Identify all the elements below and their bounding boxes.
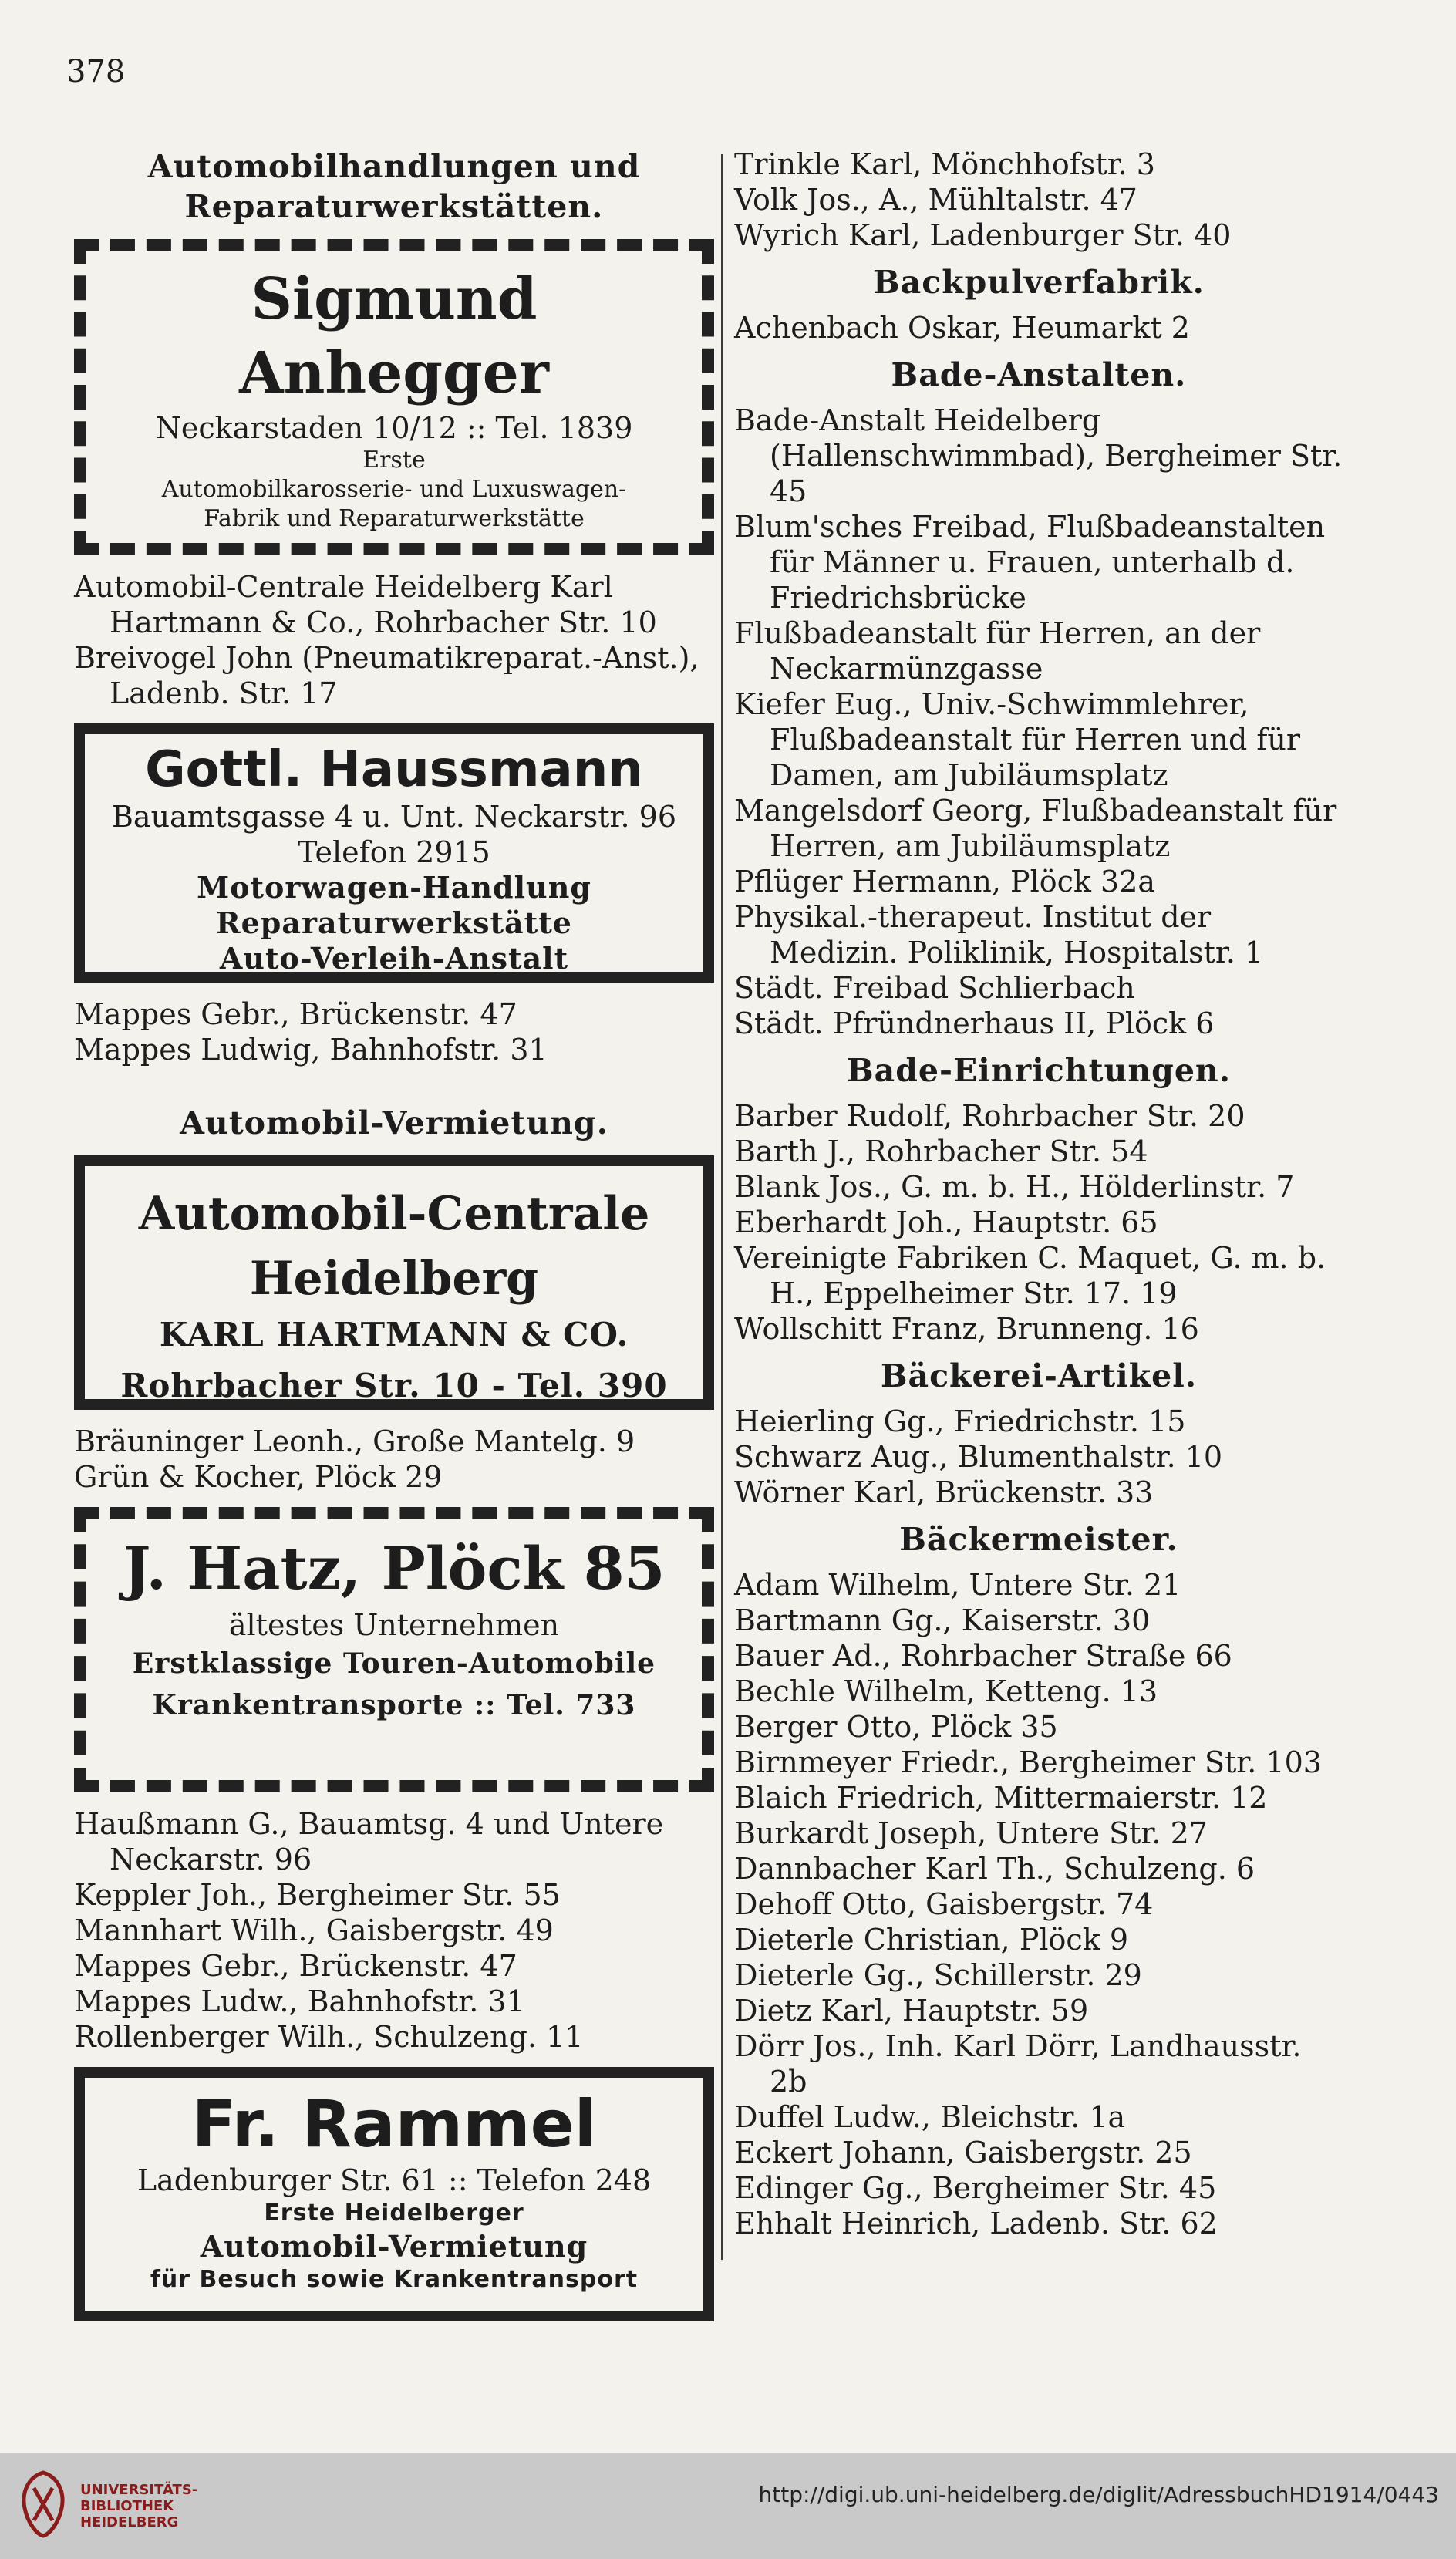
list-item: Grün & Kocher, Plöck 29 (74, 1460, 443, 1494)
ad-line: Auto-Verleih-Anstalt (219, 941, 569, 976)
list-item: Schwarz Aug., Blumenthalstr. 10 (734, 1440, 1223, 1474)
list-item: Wyrich Karl, Ladenburger Str. 40 (734, 218, 1232, 252)
list-item: Wörner Karl, Brückenstr. 33 (734, 1475, 1154, 1509)
entry-list (734, 147, 1343, 253)
list-item: Duffel Ludw., Bleichstr. 1a (734, 2100, 1126, 2134)
list-item: Mappes Gebr., Brückenstr. 47 (74, 1949, 517, 1983)
list-item: Blum'sches Freibad, Flußbadeanstalten für Männer u. Frauen, unterhalb d. Friedrichsbrücke (734, 510, 1326, 615)
logo-text-line: HEIDELBERG (80, 2514, 179, 2530)
library-logo-icon (17, 2470, 69, 2539)
ad-address: Ladenburger Str. 61 :: Telefon 248 (136, 2163, 652, 2197)
section-heading: Automobilhandlungen und Reparaturwerkstätten. (147, 148, 641, 225)
list-item: Dieterle Christian, Plöck 9 (734, 1923, 1128, 1957)
list-item: Dietz Karl, Hauptstr. 59 (734, 1994, 1089, 2028)
list-item: Dieterle Gg., Schillerstr. 29 (734, 1958, 1142, 1992)
list-item: Dannbacher Karl Th., Schulzeng. 6 (734, 1852, 1255, 1886)
list-item: Adam Wilhelm, Untere Str. 21 (734, 1568, 1181, 1602)
advertisement-automobil-centrale (74, 1155, 714, 1410)
advertisement-haussmann (74, 723, 714, 983)
ad-line: ältestes Unternehmen (228, 1608, 560, 1642)
section-heading: Bade-Anstalten. (891, 356, 1187, 393)
ad-line: Erste (362, 447, 426, 474)
entry-list (734, 403, 1343, 1041)
advertisement-anhegger (74, 239, 714, 555)
entry-list (74, 1424, 714, 1495)
ad-company-name: Fr. Rammel (191, 2086, 597, 2162)
ad-company-name: Automobil-Centrale Heidelberg (138, 1187, 650, 1306)
entry-list (74, 996, 714, 1067)
ad-address: Neckarstaden 10/12 :: Tel. 1839 (155, 411, 633, 445)
entry-list (734, 310, 1343, 346)
section-heading: Bäckerei-Artikel. (880, 1357, 1198, 1394)
section-heading: Bäckermeister. (899, 1521, 1178, 1558)
section-heading: Automobil-Vermietung. (180, 1104, 608, 1141)
list-item: Barth J., Rohrbacher Str. 54 (734, 1135, 1148, 1168)
list-item: Eckert Johann, Gaisbergstr. 25 (734, 2136, 1192, 2170)
ad-address: Bauamtsgasse 4 u. Unt. Neckarstr. 96 (111, 800, 677, 834)
list-item: Vereinigte Fabriken C. Maquet, G. m. b. H., Eppelheimer Str. 17. 19 (734, 1241, 1326, 1310)
list-item: Blank Jos., G. m. b. H., Hölderlinstr. 7 (734, 1170, 1295, 1204)
footer-bar (0, 2453, 1456, 2559)
ad-owner: KARL HARTMANN & CO. (159, 1316, 629, 1354)
right-column (734, 147, 1343, 2251)
left-column (74, 147, 714, 2335)
list-item: Dörr Jos., Inh. Karl Dörr, Landhausstr. 2b (734, 2029, 1302, 2099)
ad-line: Motorwagen-Handlung (197, 870, 592, 905)
list-item: Blaich Friedrich, Mittermaierstr. 12 (734, 1781, 1268, 1815)
advertisement-rammel (74, 2067, 714, 2321)
column-divider (721, 154, 723, 2260)
list-item: Wollschitt Franz, Brunneng. 16 (734, 1312, 1199, 1346)
list-item: Burkardt Joseph, Untere Str. 27 (734, 1816, 1208, 1850)
list-item: Rollenberger Wilh., Schulzeng. 11 (74, 2020, 584, 2054)
list-item: Mangelsdorf Georg, Flußbadeanstalt für Herren, am Jubiläumsplatz (734, 794, 1337, 863)
list-item: Ehhalt Heinrich, Ladenb. Str. 62 (734, 2207, 1218, 2240)
list-item: Pflüger Hermann, Plöck 32a (734, 865, 1156, 899)
list-item: Mappes Gebr., Brückenstr. 47 (74, 997, 517, 1031)
list-item: Mannhart Wilh., Gaisbergstr. 49 (74, 1913, 554, 1947)
entry-list (734, 1098, 1343, 1347)
ad-line: Fabrik und Reparaturwerkstätte (204, 505, 585, 532)
list-item: Bartmann Gg., Kaiserstr. 30 (734, 1603, 1151, 1637)
list-item: Achenbach Oskar, Heumarkt 2 (734, 311, 1190, 345)
ad-line: Automobil-Vermietung (200, 2229, 588, 2264)
list-item: Bauer Ad., Rohrbacher Straße 66 (734, 1639, 1232, 1673)
list-item: Keppler Joh., Bergheimer Str. 55 (74, 1878, 561, 1912)
page-number: 378 (66, 54, 126, 89)
logo-text-line: UNIVERSITÄTS- (80, 2482, 198, 2498)
entry-list (74, 1806, 714, 2055)
list-item: Trinkle Karl, Mönchhofstr. 3 (734, 147, 1155, 181)
ad-line: Reparaturwerkstätte (216, 905, 572, 940)
ad-company-name: J. Hatz, Plöck 85 (123, 1534, 666, 1603)
list-item: Heierling Gg., Friedrichstr. 15 (734, 1404, 1186, 1438)
list-item: Städt. Pfründnerhaus II, Plöck 6 (734, 1006, 1215, 1040)
list-item: Städt. Freibad Schlierbach (734, 971, 1135, 1005)
ad-line: Automobilkarosserie- und Luxuswagen- (161, 476, 627, 503)
section-heading: Bade-Einrichtungen. (847, 1052, 1231, 1089)
list-item: Mappes Ludw., Bahnhofstr. 31 (74, 1984, 525, 2018)
list-item: Automobil-Centrale Heidelberg Karl Hartmann & Co., Rohrbacher Str. 10 (74, 570, 657, 639)
ad-line: Erste Heidelberger (264, 2200, 524, 2227)
list-item: Volk Jos., A., Mühltalstr. 47 (734, 183, 1138, 217)
list-item: Birnmeyer Friedr., Bergheimer Str. 103 (734, 1745, 1322, 1779)
list-item: Physikal.-therapeut. Institut der Medizin. Poliklinik, Hospitalstr. 1 (734, 900, 1264, 969)
list-item: Bade-Anstalt Heidelberg (Hallenschwimmbad), Bergheimer Str. 45 (734, 403, 1343, 508)
ad-line: Erstklassige Touren-Automobile (132, 1647, 656, 1680)
entry-list (734, 1404, 1343, 1510)
ad-company-name: Gottl. Haussmann (145, 741, 643, 798)
entry-list (734, 1567, 1343, 2241)
list-item: Edinger Gg., Bergheimer Str. 45 (734, 2171, 1217, 2205)
list-item: Flußbadeanstalt für Herren, an der Neckarmünzgasse (734, 616, 1261, 686)
library-name (80, 2482, 197, 2530)
ad-phone: Telefon 2915 (298, 835, 490, 869)
logo-text-line: BIBLIOTHEK (80, 2498, 174, 2514)
list-item: Breivogel John (Pneumatikreparat.-Anst.), Ladenb. Str. 17 (74, 641, 699, 710)
section-heading: Backpulverfabrik. (873, 264, 1205, 301)
entry-list (74, 569, 714, 711)
ad-line: Krankentransporte :: Tel. 733 (152, 1689, 636, 1721)
list-item: Haußmann G., Bauamtsg. 4 und Untere Neckarstr. 96 (74, 1807, 664, 1876)
list-item: Bechle Wilhelm, Ketteng. 13 (734, 1674, 1158, 1708)
source-url-link[interactable]: http://digi.ub.uni-heidelberg.de/diglit/AdressbuchHD1914/0443 (758, 2482, 1439, 2507)
list-item: Berger Otto, Plöck 35 (734, 1710, 1058, 1744)
ad-company-name: Sigmund Anhegger (239, 266, 549, 406)
ad-line: für Besuch sowie Krankentransport (150, 2266, 639, 2293)
ad-address: Rohrbacher Str. 10 - Tel. 390 (120, 1367, 668, 1404)
advertisement-hatz (74, 1507, 714, 1792)
list-item: Bräuninger Leonh., Große Mantelg. 9 (74, 1424, 635, 1458)
list-item: Mappes Ludwig, Bahnhofstr. 31 (74, 1033, 548, 1067)
list-item: Eberhardt Joh., Hauptstr. 65 (734, 1205, 1158, 1239)
list-item: Dehoff Otto, Gaisbergstr. 74 (734, 1887, 1154, 1921)
list-item: Barber Rudolf, Rohrbacher Str. 20 (734, 1099, 1245, 1133)
list-item: Kiefer Eug., Univ.-Schwimmlehrer, Flußbadeanstalt für Herren und für Damen, am Jubiläumsplatz (734, 687, 1301, 792)
